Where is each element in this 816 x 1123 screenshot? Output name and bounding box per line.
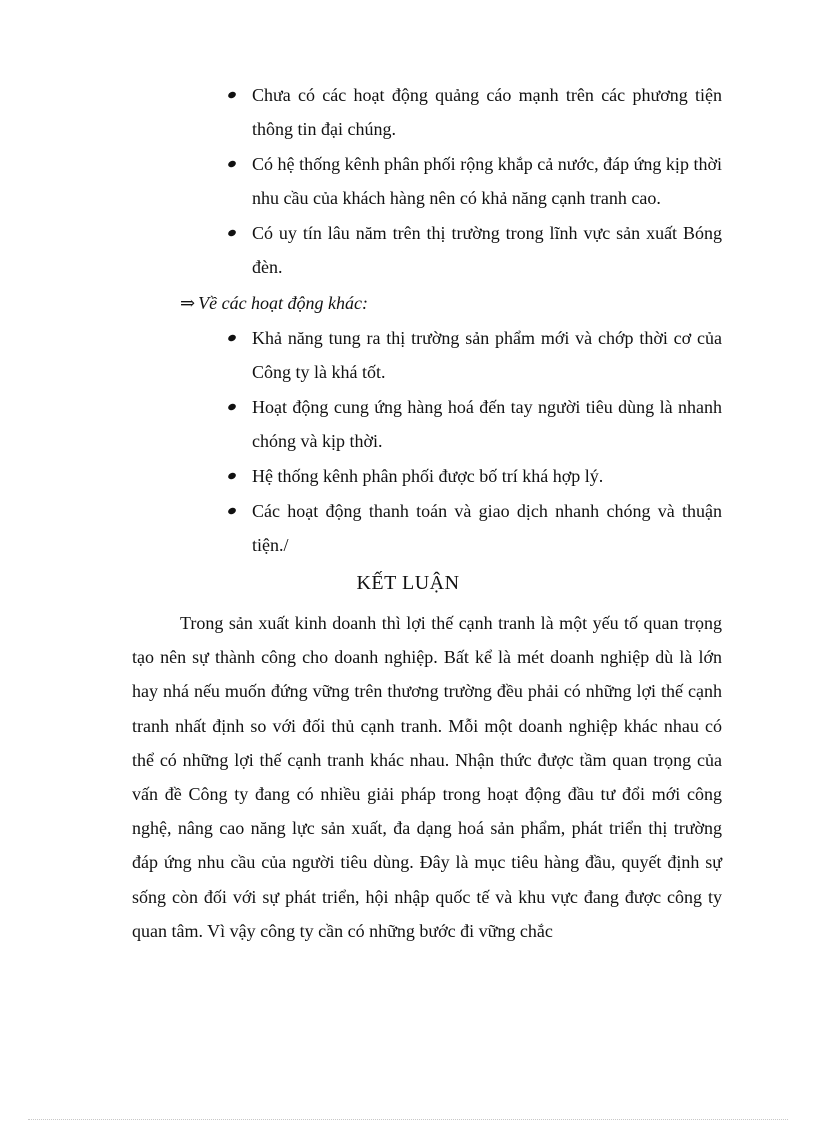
list-item-text: Hoạt động cung ứng hàng hoá đến tay người tiêu dùng là nhanh chóng và kịp thời. (252, 397, 722, 451)
bullet-icon (227, 91, 237, 100)
list-item (226, 494, 722, 562)
other-activities-list (226, 321, 722, 563)
conclusion-title: KẾT LUẬN (356, 572, 460, 594)
other-activities-heading-text: Về các hoạt động khác: (198, 293, 369, 313)
list-item (226, 390, 722, 458)
list-item (226, 459, 722, 493)
list-item-text: Có uy tín lâu năm trên thị trường trong lĩnh vực sản xuất Bóng đèn. (252, 223, 722, 277)
list-item-text: Khả năng tung ra thị trường sản phẩm mới và chớp thời cơ của Công ty là khá tốt. (252, 328, 722, 382)
bullet-icon (227, 403, 237, 412)
page-bottom-divider (28, 1119, 788, 1120)
strengths-list (226, 78, 722, 285)
list-item (226, 147, 722, 215)
bullet-icon (227, 160, 237, 169)
bullet-icon (227, 229, 237, 238)
list-item-text: Hệ thống kênh phân phối được bố trí khá hợp lý. (252, 466, 604, 486)
list-item-text: Các hoạt động thanh toán và giao dịch nhanh chóng và thuận tiện./ (252, 501, 722, 555)
bullet-icon (227, 507, 237, 516)
implies-arrow-icon: ⇒ (180, 293, 196, 313)
other-activities-heading (180, 288, 368, 318)
conclusion-paragraph: Trong sản xuất kinh doanh thì lợi thế cạnh tranh là một yếu tố quan trọng tạo nên sự thành công cho doanh nghiệp. Bất kể là mét doanh nghiệp dù là lớn hay nhá nếu muốn đứng vững trên thương trường đều phải có những lợi thế cạnh tranh nhất định so với đối thủ cạnh tranh. Mỗi một doanh nghiệp khác nhau có thể có những lợi thế cạnh tranh khác nhau. Nhận thức được tầm quan trọng của vấn đề Công ty đang có nhiều giải pháp trong hoạt động đầu tư đổi mới công nghệ, nâng cao năng lực sản xuất, đa dạng hoá sản phẩm, phát triển thị trường đáp ứng nhu cầu của người tiêu dùng. Đây là mục tiêu hàng đầu, quyết định sự sống còn đối với sự phát triển, hội nhập quốc tế và khu vực đang được công ty quan tâm. Vì vậy công ty cần có những bước đi vững chắc (132, 613, 722, 941)
bullet-icon (227, 472, 237, 481)
list-item (226, 216, 722, 284)
bullet-icon (227, 334, 237, 343)
list-item-text: Có hệ thống kênh phân phối rộng khắp cả nước, đáp ứng kịp thời nhu cầu của khách hàng nên có khả năng cạnh tranh cao. (252, 154, 722, 208)
list-item (226, 321, 722, 389)
list-item-text: Chưa có các hoạt động quảng cáo mạnh trên các phương tiện thông tin đại chúng. (252, 85, 722, 139)
list-item (226, 78, 722, 146)
